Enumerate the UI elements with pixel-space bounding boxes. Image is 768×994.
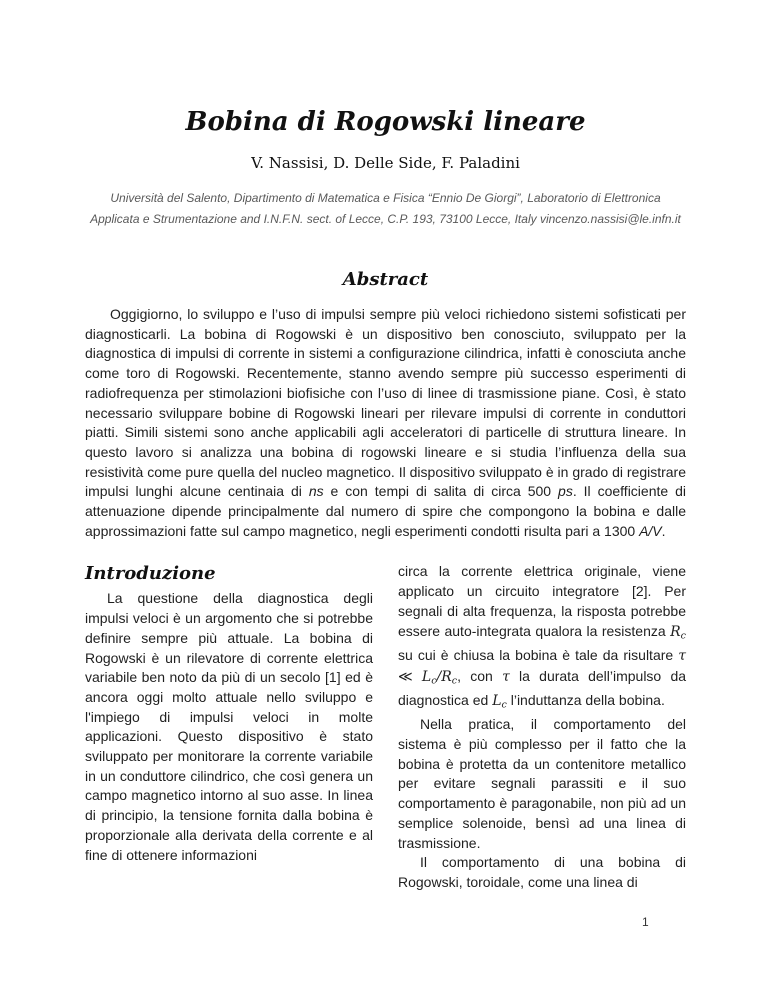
page-content — [0, 106, 768, 893]
right-column-paragraph-2: Nella pratica, il comportamento del sistema è più complesso per il fatto che la bobina è protetta da un contenitore metallico per evitare segnali parassiti e il suo comportamento è paragonabile, non più ad un semplice solenoide, bensì ad una linea di trasmissione. — [398, 716, 686, 851]
left-column — [85, 562, 373, 892]
abstract-heading: Abstract — [342, 269, 429, 290]
two-column-section — [85, 562, 686, 892]
affiliation-line-2: Applicata e Strumentazione and I.N.F.N. sect. of Lecce, C.P. 193, 73100 Lecce, Italy vincenzo.nassisi@le.infn.it — [90, 211, 681, 226]
paper-affiliation — [85, 188, 686, 229]
introduction-heading: Introduzione — [85, 563, 216, 585]
introduction-paragraph: La questione della diagnostica degli impulsi veloci è un argomento che si potrebbe definire sempre più attuale. La bobina di Rogowski è un rilevatore di corrente elettrica variabile ben noto da più di un secolo [1] ed è ancora oggi molto attuale nello sviluppo e l'impiego di impulsi veloci in molte applicazioni. Questo dispositivo è stato sviluppato per monitorare la corrente variabile in un conduttore cilindrico, che così genera un campo magnetico intorno al suo asse. In linea di principio, la tensione fornita dalla bobina è proporzionale alla derivata della corrente e al fine di ottenere informazioni — [85, 590, 373, 863]
affiliation-line-1: Università del Salento, Dipartimento di Matematica e Fisica “Ennio De Giorgi”, Laboratorio di Elettronica — [110, 191, 661, 205]
right-column-paragraph-3: Il comportamento di una bobina di Rogowski, toroidale, come una linea di — [398, 854, 686, 890]
right-column-paragraph-1: circa la corrente elettrica originale, viene applicato un circuito integratore [2]. Per segnali di alta frequenza, la risposta potrebbe essere auto-integrata qualora la resistenza Rc su cui è chiusa la bobina è tale da risultare τ ≪ Lc/Rc, con τ la durata dell’impulso da diagnostica ed Lc l’induttanza della bobina. — [398, 563, 687, 711]
abstract-text: Oggigiorno, lo sviluppo e l’uso di impulsi sempre più veloci richiedono sistemi sofisticati per diagnosticarli. La bobina di Rogowski è un dispositivo ben conosciuto, sviluppato per la diagnostica di impulsi di corrente in sistemi a configurazione cilindrica, infatti è conosciuta anche come toro di Rogowski. Recentemente, stanno avendo sempre più successo esperimenti di radiofrequenza per stimolazioni biofisiche con l’uso di linee di trasmissione piane. Così, è stato necessario sviluppare bobine di Rogowski lineari per rilevare impulsi di corrente in conduttori piatti. Simili sistemi sono anche applicabili agli acceleratori di particelle di struttura lineare. In questo lavoro si analizza una bobina di rogowski lineare e si studia l’influenza della sua resistività come pure quella del nucleo magnetico. Il dispositivo sviluppato è in grado di registrare impulsi lunghi alcune centinaia di ns e con tempi di salita di circa 500 ps. Il coefficiente di attenuazione dipende principalmente dal numero di spire che compongono la bobina e dalle approssimazioni fatte sul campo magnetico, negli esperimenti condotti risulta pari a 1300 A/V. — [85, 306, 686, 539]
paper-title: Bobina di Rogowski lineare — [185, 107, 586, 137]
page-number: 1 — [642, 915, 649, 929]
right-column — [398, 562, 686, 892]
paper-authors: V. Nassisi, D. Delle Side, F. Paladini — [251, 154, 520, 172]
